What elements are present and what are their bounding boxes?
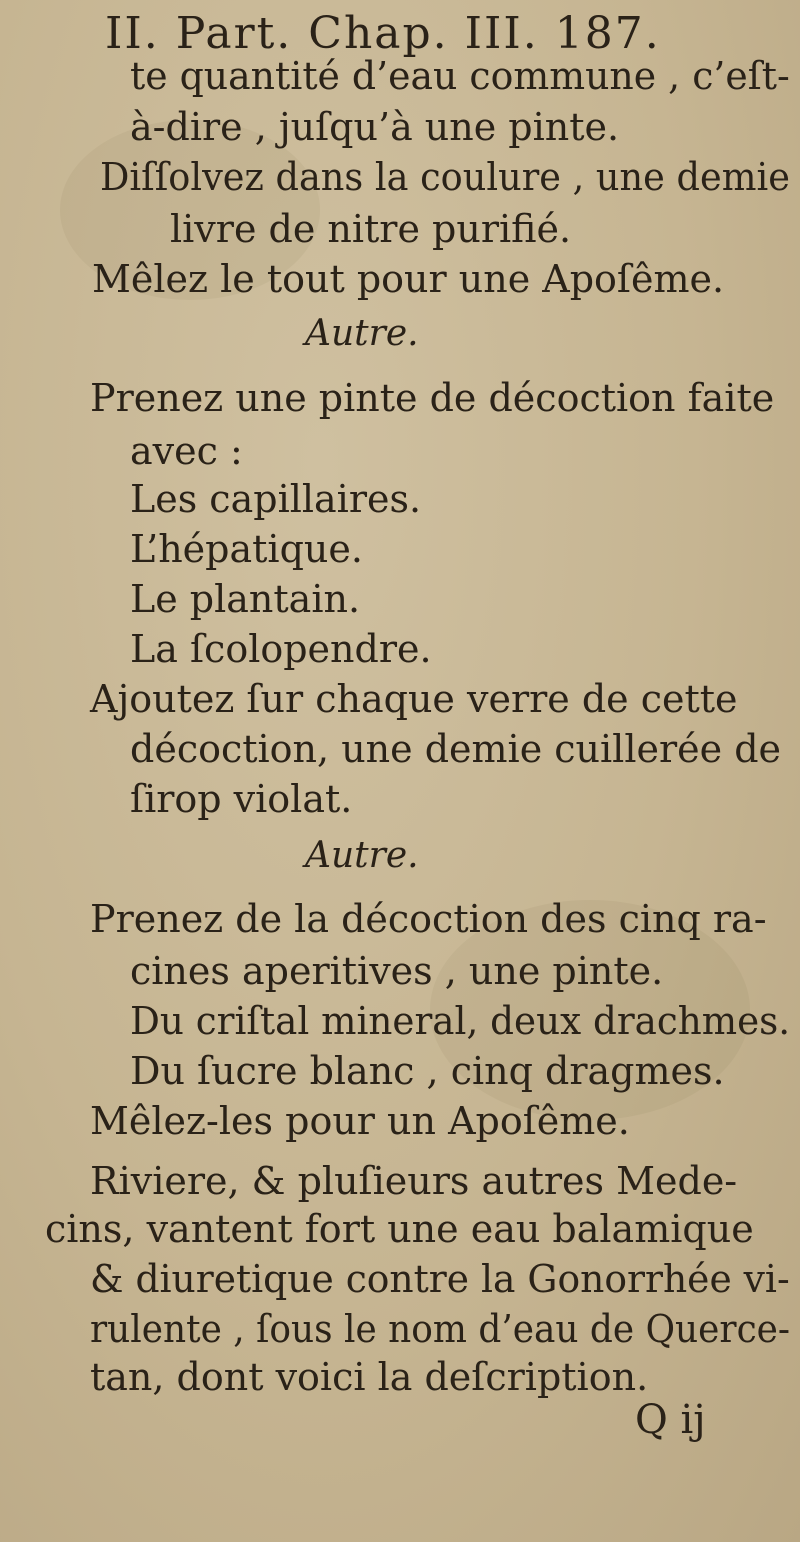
text-line: tan, dont voici la deſcription. — [90, 1355, 649, 1399]
text-line: rulente , ſous le nom d’eau de Querce- — [90, 1307, 791, 1351]
running-header: II. Part. Chap. III. 187. — [105, 8, 661, 59]
text-line: Prenez de la décoction des cinq ra- — [90, 897, 767, 941]
text-line: te quantité d’eau commune , c’eſt- — [130, 54, 790, 98]
text-line: Riviere, & pluſieurs autres Mede- — [90, 1159, 738, 1203]
signature-mark: Q ij — [635, 1397, 706, 1443]
text-line: cines aperitives , une pinte. — [130, 949, 664, 993]
text-line: ſirop violat. — [130, 777, 353, 821]
section-heading: Autre. — [305, 835, 419, 876]
text-line: à-dire , juſqu’à une pinte. — [130, 105, 620, 149]
text-line: livre de nitre purifié. — [170, 207, 572, 251]
text-line: L’hépatique. — [130, 527, 363, 571]
text-line: Du ſucre blanc , cinq dragmes. — [130, 1049, 725, 1093]
section-heading: Autre. — [305, 313, 419, 354]
text-line: La ſcolopendre. — [130, 627, 432, 671]
text-line: Diſſolvez dans la coulure , une demie — [100, 155, 790, 199]
text-line: Mêlez le tout pour une Apoſême. — [92, 257, 725, 301]
text-line: Les capillaires. — [130, 477, 422, 521]
text-line: Du criſtal mineral, deux drachmes. — [130, 999, 791, 1043]
text-line: Le plantain. — [130, 577, 361, 621]
text-line: & diuretique contre la Gonorrhée vi- — [90, 1257, 790, 1301]
text-line: Prenez une pinte de décoction faite — [90, 376, 775, 420]
text-line: Mêlez-les pour un Apoſême. — [90, 1099, 630, 1143]
text-line: Ajoutez ſur chaque verre de cette — [90, 677, 738, 721]
text-line: décoction, une demie cuillerée de — [130, 727, 782, 771]
text-line: avec : — [130, 429, 243, 473]
text-line: cins, vantent fort une eau balamique — [45, 1207, 754, 1251]
